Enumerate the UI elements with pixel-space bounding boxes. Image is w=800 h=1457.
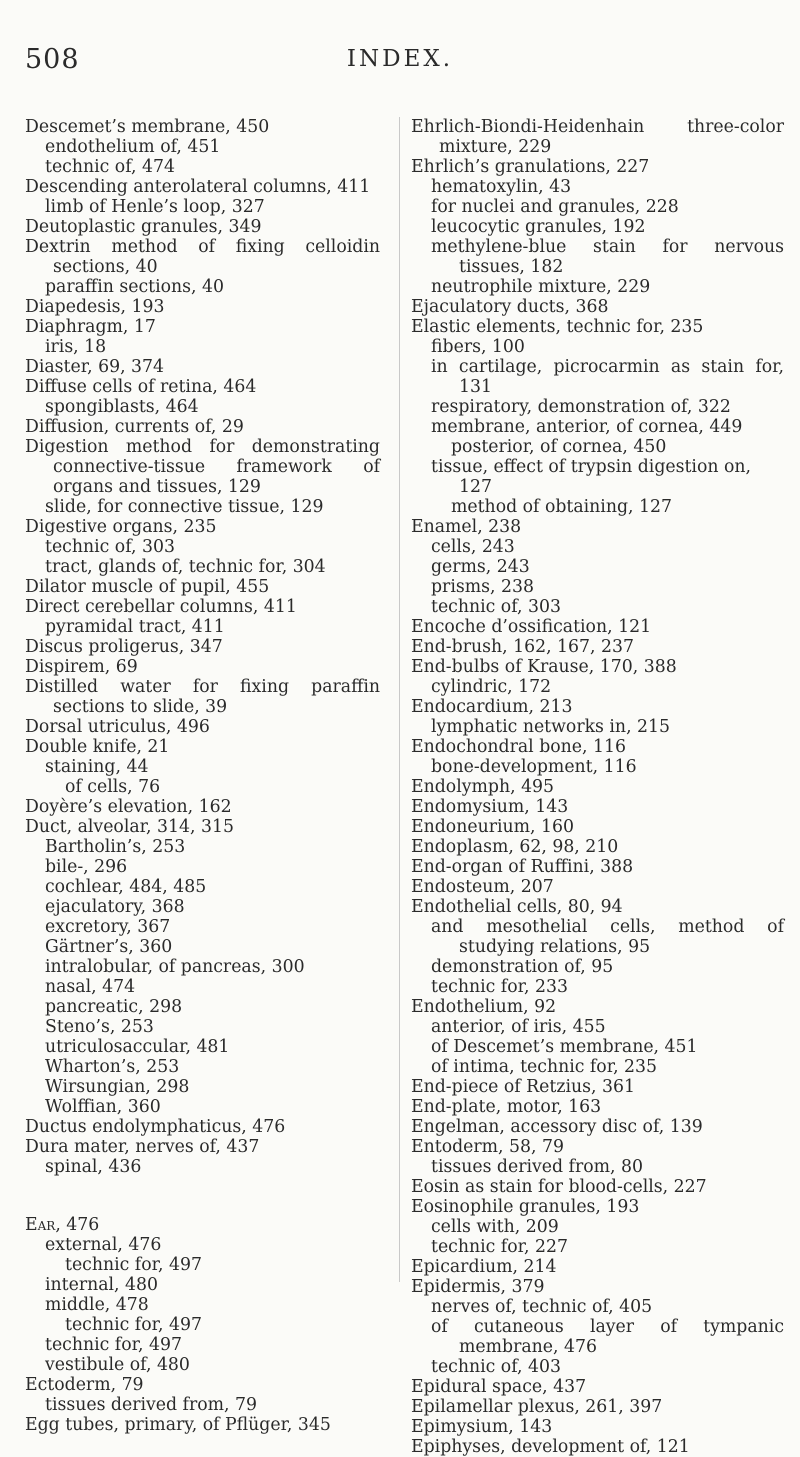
- index-entry: Digestion method for demonstrating connective-tissue framework of organs and tissues, 129: [25, 437, 380, 497]
- page-header: [0, 44, 800, 84]
- index-entry: excretory, 367: [45, 917, 171, 937]
- index-entry: Epilamellar plexus, 261, 397: [411, 1397, 663, 1417]
- index-entry: Descemet’s membrane, 450: [25, 117, 270, 137]
- index-entry: paraffin sections, 40: [45, 277, 224, 297]
- index-entry: Dilator muscle of pupil, 455: [25, 577, 270, 597]
- index-entry: Discus proligerus, 347: [25, 637, 223, 657]
- index-column-left: [25, 117, 380, 1435]
- index-entry: prisms, 238: [431, 577, 534, 597]
- index-entry: Elastic elements, technic for, 235: [411, 317, 704, 337]
- index-entry: membrane, anterior, of cornea, 449: [431, 417, 743, 437]
- index-entry: Encoche d’ossification, 121: [411, 617, 652, 637]
- index-entry: Diaphragm, 17: [25, 317, 156, 337]
- index-entry: anterior, of iris, 455: [431, 1017, 606, 1037]
- index-entry: technic for, 497: [65, 1315, 202, 1335]
- index-entry: Engelman, accessory disc of, 139: [411, 1117, 703, 1137]
- index-entry: fibers, 100: [431, 337, 525, 357]
- index-entry: Epidural space, 437: [411, 1377, 587, 1397]
- index-entry: limb of Henle’s loop, 327: [45, 197, 265, 217]
- index-entry: tissue, effect of trypsin digestion on, 127: [431, 457, 752, 497]
- index-entry: Dispirem, 69: [25, 657, 138, 677]
- index-entry: in cartilage, picrocarmin as stain for, 131: [431, 357, 784, 397]
- index-entry: pancreatic, 298: [45, 997, 183, 1017]
- index-entry: Eosinophile granules, 193: [411, 1197, 640, 1217]
- index-entry: Epicardium, 214: [411, 1257, 557, 1277]
- index-entry: cells, 243: [431, 537, 515, 557]
- index-entry: leucocytic granules, 192: [431, 217, 646, 237]
- index-entry: of Descemet’s membrane, 451: [431, 1037, 698, 1057]
- index-entry: demonstration of, 95: [431, 957, 614, 977]
- index-entry: Direct cerebellar columns, 411: [25, 597, 297, 617]
- index-entry: End-organ of Ruffini, 388: [411, 857, 634, 877]
- index-entry: End-piece of Retzius, 361: [411, 1077, 635, 1097]
- index-entry: bone-development, 116: [431, 757, 637, 777]
- index-entry: Ehrlich’s granulations, 227: [411, 157, 650, 177]
- index-entry: germs, 243: [431, 557, 530, 577]
- index-entry: technic for, 233: [431, 977, 568, 997]
- index-entry: Doyère’s elevation, 162: [25, 797, 232, 817]
- index-entry: of cells, 76: [65, 777, 161, 797]
- index-entry: technic of, 403: [431, 1357, 561, 1377]
- index-entry: Epiphyses, development of, 121: [411, 1437, 690, 1457]
- index-entry: nasal, 474: [45, 977, 136, 997]
- index-entry: cochlear, 484, 485: [45, 877, 207, 897]
- index-entry: Endomysium, 143: [411, 797, 569, 817]
- index-entry: Entoderm, 58, 79: [411, 1137, 564, 1157]
- index-entry: End-plate, motor, 163: [411, 1097, 602, 1117]
- index-entry: Dorsal utriculus, 496: [25, 717, 210, 737]
- index-entry: Diffuse cells of retina, 464: [25, 377, 257, 397]
- index-entry: Descending anterolateral columns, 411: [25, 177, 371, 197]
- index-entry: nerves of, technic of, 405: [431, 1297, 653, 1317]
- index-entry: tissues derived from, 79: [45, 1395, 257, 1415]
- index-entry: Duct, alveolar, 314, 315: [25, 817, 234, 837]
- index-entry: End-brush, 162, 167, 237: [411, 637, 635, 657]
- index-entry: external, 476: [45, 1235, 162, 1255]
- index-entry: spongiblasts, 464: [45, 397, 199, 417]
- index-entry: Eosin as stain for blood-cells, 227: [411, 1177, 707, 1197]
- running-title: INDEX.: [346, 46, 454, 72]
- index-entry: respiratory, demonstration of, 322: [431, 397, 731, 417]
- index-entry: Dura mater, nerves of, 437: [25, 1137, 260, 1157]
- index-entry: Diapedesis, 193: [25, 297, 165, 317]
- index-entry: technic for, 227: [431, 1237, 568, 1257]
- index-entry: method of obtaining, 127: [451, 497, 673, 517]
- index-entry: Endothelium, 92: [411, 997, 557, 1017]
- index-entry: Wolffian, 360: [45, 1097, 161, 1117]
- index-entry: Ear, 476: [25, 1215, 100, 1235]
- index-entry: Egg tubes, primary, of Pflüger, 345: [25, 1415, 331, 1435]
- index-entry: pyramidal tract, 411: [45, 617, 225, 637]
- index-entry: Steno’s, 253: [45, 1017, 154, 1037]
- index-entry: Ductus endolymphaticus, 476: [25, 1117, 286, 1137]
- index-entry: Epimysium, 143: [411, 1417, 553, 1437]
- index-entry: middle, 478: [45, 1295, 149, 1315]
- index-entry: neutrophile mixture, 229: [431, 277, 651, 297]
- index-entry: technic of, 474: [45, 157, 175, 177]
- index-entry: technic of, 303: [45, 537, 175, 557]
- index-entry: Ehrlich-Biondi-Heidenhain three-color mixture, 229: [411, 117, 784, 157]
- index-entry: Diffusion, currents of, 29: [25, 417, 244, 437]
- column-divider: [399, 117, 400, 1282]
- index-entry: Endocardium, 213: [411, 697, 573, 717]
- index-entry: posterior, of cornea, 450: [451, 437, 667, 457]
- index-entry: staining, 44: [45, 757, 149, 777]
- index-entry: for nuclei and granules, 228: [431, 197, 679, 217]
- index-entry: Wirsungian, 298: [45, 1077, 190, 1097]
- index-entry: Distilled water for fixing paraffin sections to slide, 39: [25, 677, 380, 717]
- index-entry: utriculosaccular, 481: [45, 1037, 230, 1057]
- index-entry: Double knife, 21: [25, 737, 170, 757]
- index-entry: intralobular, of pancreas, 300: [45, 957, 305, 977]
- index-entry: Enamel, 238: [411, 517, 522, 537]
- index-entry: of intima, technic for, 235: [431, 1057, 658, 1077]
- index-entry: Endolymph, 495: [411, 777, 555, 797]
- index-entry: technic for, 497: [45, 1335, 182, 1355]
- index-entry: vestibule of, 480: [45, 1355, 190, 1375]
- index-entry: technic for, 497: [65, 1255, 202, 1275]
- index-entry: internal, 480: [45, 1275, 159, 1295]
- index-entry: of cutaneous layer of tympanic membrane, 476: [431, 1317, 784, 1357]
- index-entry: ejaculatory, 368: [45, 897, 185, 917]
- index-entry: Digestive organs, 235: [25, 517, 217, 537]
- index-entry: technic of, 303: [431, 597, 561, 617]
- index-entry: methylene-blue stain for nervous tissues, 182: [431, 237, 784, 277]
- index-entry: and mesothelial cells, method of studying relations, 95: [431, 917, 784, 957]
- index-entry: spinal, 436: [45, 1157, 142, 1177]
- index-entry: tissues derived from, 80: [431, 1157, 643, 1177]
- index-entry: bile-, 296: [45, 857, 128, 877]
- index-entry: Endoneurium, 160: [411, 817, 574, 837]
- index-entry: Gärtner’s, 360: [45, 937, 173, 957]
- index-entry: Ejaculatory ducts, 368: [411, 297, 609, 317]
- index-entry: lymphatic networks in, 215: [431, 717, 671, 737]
- index-entry: Endochondral bone, 116: [411, 737, 626, 757]
- index-entry: Ectoderm, 79: [25, 1375, 144, 1395]
- index-entry: Deutoplastic granules, 349: [25, 217, 262, 237]
- index-entry: endothelium of, 451: [45, 137, 221, 157]
- index-entry: End-bulbs of Krause, 170, 388: [411, 657, 677, 677]
- index-entry: Endosteum, 207: [411, 877, 554, 897]
- index-column-right: [411, 117, 784, 1457]
- index-entry: tract, glands of, technic for, 304: [45, 557, 326, 577]
- index-entry: iris, 18: [45, 337, 107, 357]
- index-entry: cells with, 209: [431, 1217, 559, 1237]
- index-entry: hematoxylin, 43: [431, 177, 572, 197]
- index-entry: Wharton’s, 253: [45, 1057, 180, 1077]
- index-entry: Diaster, 69, 374: [25, 357, 165, 377]
- index-entry: cylindric, 172: [431, 677, 552, 697]
- index-entry: slide, for connective tissue, 129: [45, 497, 324, 517]
- index-entry: Epidermis, 379: [411, 1277, 545, 1297]
- index-entry: Endothelial cells, 80, 94: [411, 897, 623, 917]
- page-number: 508: [25, 44, 80, 75]
- index-entry: Dextrin method of fixing celloidin sections, 40: [25, 237, 380, 277]
- index-entry: Bartholin’s, 253: [45, 837, 186, 857]
- index-entry: Endoplasm, 62, 98, 210: [411, 837, 619, 857]
